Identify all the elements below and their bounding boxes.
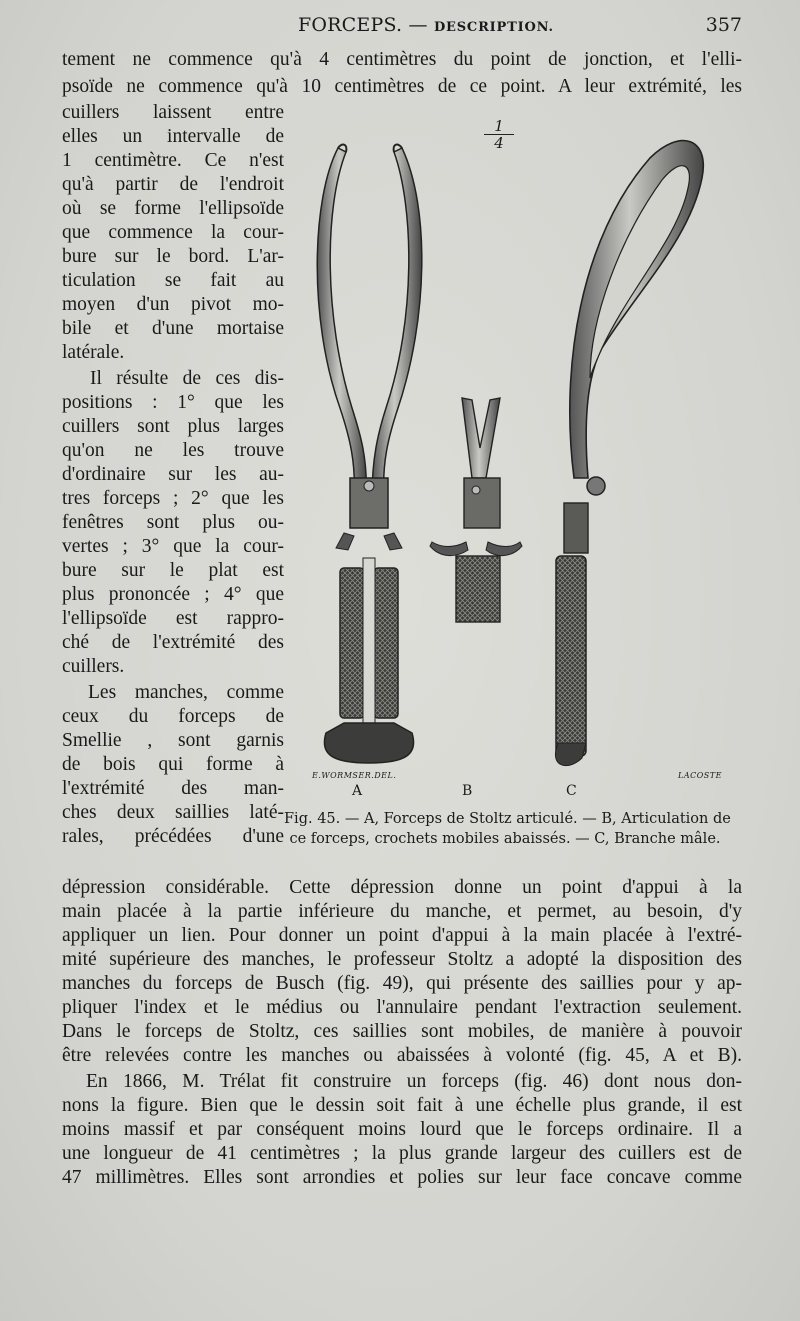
text-line: pliquer l'index et le médius ou l'annulaire pendant l'extraction seulement. (62, 997, 742, 1018)
text-line: d'ordinaire sur les au- (62, 464, 284, 485)
scale-numerator: 1 (494, 117, 504, 135)
figure-label-a: A (352, 783, 363, 799)
text-line: l'ellipsoïde est rappro- (62, 608, 284, 629)
text-line: nons la figure. Bien que le dessin soit fait à une échelle plus grande, il est (62, 1095, 742, 1116)
forceps-c (555, 141, 703, 766)
text-line: rales, précédées d'une (62, 826, 284, 847)
paragraph-start: Il résulte de ces dis- (90, 368, 284, 389)
text-line: elles un intervalle de (62, 126, 284, 147)
text-line: 47 millimètres. Elles sont arrondies et polies sur leur face concave comme (62, 1167, 742, 1188)
text-line: dépression considérable. Cette dépression donne un point d'appui à la (62, 877, 742, 898)
text-line: qu'on ne les trouve (62, 440, 284, 461)
text-line: bile et d'une mortaise (62, 318, 284, 339)
engraver-signature-right: LACOSTE (678, 771, 722, 780)
forceps-b (430, 398, 522, 622)
text-line: appliquer un lien. Pour donner un point d'appui à la main placée à l'extré- (62, 925, 742, 946)
text-line: tres forceps ; 2° que les (62, 488, 284, 509)
figure-label-b: B (462, 783, 473, 799)
text-line: 1 centimètre. Ce n'est (62, 150, 284, 171)
paragraph-start: Les manches, comme (88, 682, 284, 703)
text-line: moins massif et par conséquent moins lourd que le forceps ordinaire. Il a (62, 1119, 742, 1140)
text-line: tement ne commence qu'à 4 centimètres du point de jonction, et l'elli- (62, 49, 742, 70)
engraver-signature-left: E.WORMSER.DEL. (312, 771, 397, 780)
text-line: cuillers. (62, 656, 125, 677)
text-line: l'extrémité des man- (62, 778, 284, 799)
paragraph-start: En 1866, M. Trélat fit construire un forceps (fig. 46) dont nous don- (86, 1071, 742, 1092)
page-header (0, 14, 800, 42)
text-line: Dans le forceps de Stoltz, ces saillies sont mobiles, de manière à pouvoir (62, 1021, 742, 1042)
text-line: ché de l'extrémité des (62, 632, 284, 653)
running-head-title: FORCEPS. (298, 14, 403, 36)
forceps-a (317, 145, 422, 763)
text-line: manches du forceps de Busch (fig. 49), qui présente des saillies pour y ap- (62, 973, 742, 994)
text-line: ceux du forceps de (62, 706, 284, 727)
figure-caption-line-2: ce forceps, crochets mobiles abaissés. — C, Branche mâle. (289, 831, 721, 847)
text-line: où se forme l'ellipsoïde (62, 198, 284, 219)
running-head-separator: — (408, 14, 428, 36)
scale-denominator: 4 (484, 134, 514, 151)
text-line: bure sur le plat est (62, 560, 284, 581)
forceps-illustration (290, 118, 740, 808)
running-head-subtitle: DESCRIPTION. (433, 20, 554, 35)
text-line: positions : 1° que les (62, 392, 284, 413)
text-line: plus prononcée ; 4° que (62, 584, 284, 605)
figure-label-c: C (566, 783, 577, 799)
text-line: latérale. (62, 342, 125, 363)
text-line: de bois qui forme à (62, 754, 284, 775)
text-line: psoïde ne commence qu'à 10 centimètres de ce point. A leur extrémité, les (62, 76, 742, 97)
text-line: cuillers laissent entre (62, 102, 284, 123)
text-line: Smellie , sont garnis (62, 730, 284, 751)
text-line: moyen d'un pivot mo- (62, 294, 284, 315)
text-line: être relevées contre les manches ou abaissées à volonté (fig. 45, A et B). (62, 1045, 742, 1066)
page-number: 357 (705, 14, 742, 36)
text-line: ticulation se fait au (62, 270, 284, 291)
text-line: cuillers sont plus larges (62, 416, 284, 437)
text-line: ches deux saillies laté- (62, 802, 284, 823)
text-line: fenêtres sont plus ou- (62, 512, 284, 533)
text-line: bure sur le bord. L'ar- (62, 246, 284, 267)
text-line: main placée à la partie inférieure du manche, et permet, au besoin, d'y (62, 901, 742, 922)
running-head (298, 14, 554, 36)
text-line: une longueur de 41 centimètres ; la plus grande largeur des cuillers est de (62, 1143, 742, 1164)
text-line: mité supérieure des manches, le professeur Stoltz a adopté la disposition des (62, 949, 742, 970)
text-line: que commence la cour- (62, 222, 284, 243)
text-line: qu'à partir de l'endroit (62, 174, 284, 195)
text-line: vertes ; 3° que la cour- (62, 536, 284, 557)
figure-caption-line-1: Fig. 45. — A, Forceps de Stoltz articulé. — B, Articulation de (284, 811, 731, 827)
